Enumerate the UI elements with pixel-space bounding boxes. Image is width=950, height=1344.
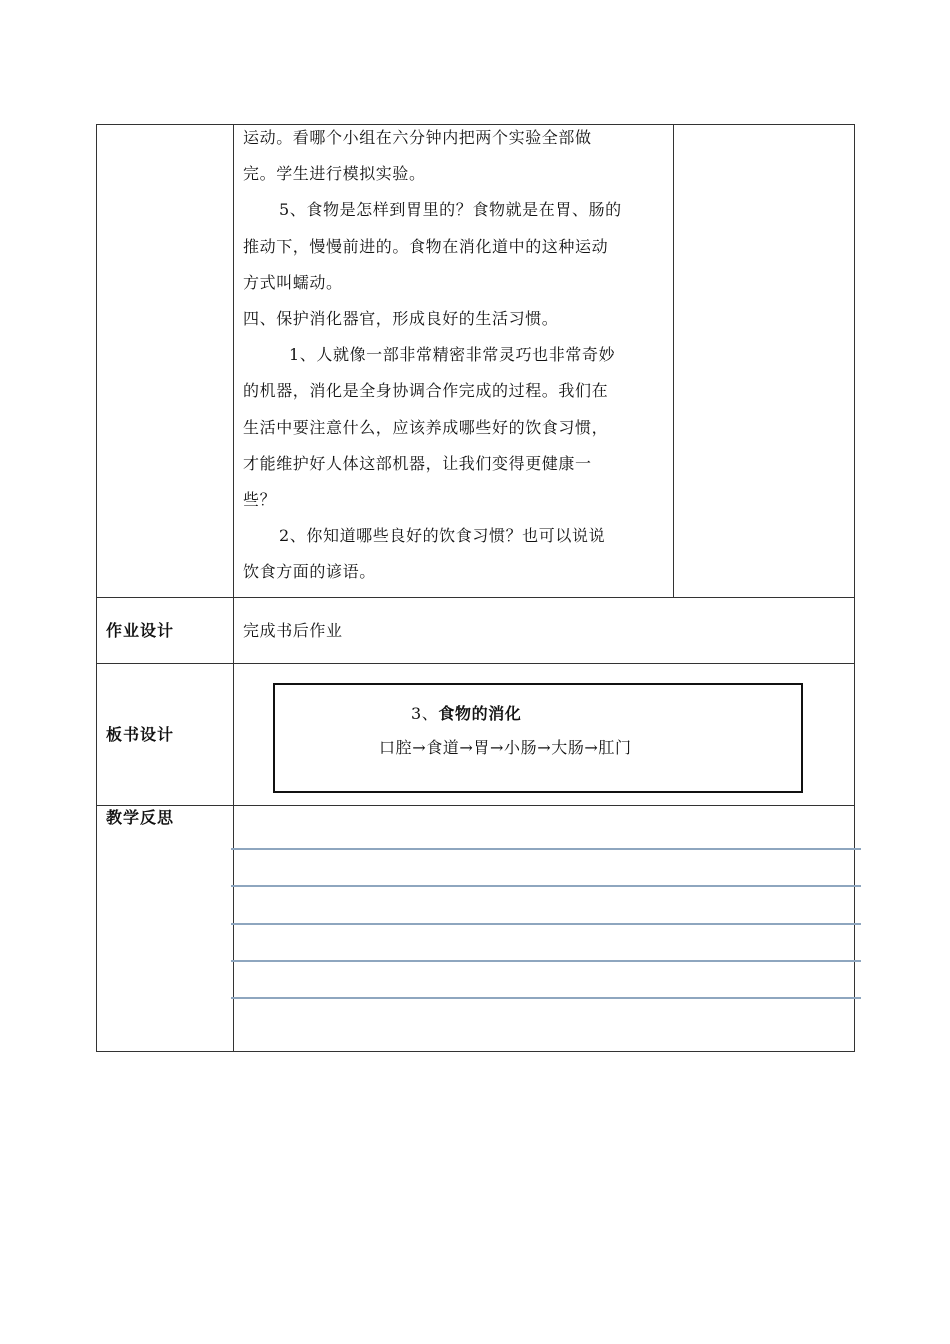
lesson-text-line: 推动下，慢慢前进的。食物在消化道中的这种运动 [243,237,609,256]
lesson-text-line: 生活中要注意什么，应该养成哪些好的饮食习惯， [243,418,609,437]
table-divider-reflection [96,805,855,806]
table-divider-notes-column [673,124,674,598]
lesson-text-line: 方式叫蠕动。 [243,273,343,292]
lesson-text-line: 的机器，消化是全身协调合作完成的过程。我们在 [243,381,609,400]
board-title-text: 食物的消化 [438,704,522,723]
homework-content: 完成书后作业 [243,621,343,640]
lesson-text-line: 运动。看哪个小组在六分钟内把两个实验全部做 [243,128,592,147]
table-border-right [854,124,855,1052]
reflection-writing-line [231,997,861,999]
table-divider-board [96,663,855,664]
table-divider-label-column [233,124,234,1052]
table-border-bottom [96,1051,855,1052]
lesson-text-line: 5、食物是怎样到胃里的？食物就是在胃、肠的 [279,200,622,219]
reflection-writing-line [231,848,861,850]
reflection-writing-line [231,923,861,925]
board-title [411,703,521,725]
board-digestive-flow: 口腔→食道→胃→小肠→大肠→肛门 [379,738,632,757]
reflection-writing-line [231,885,861,887]
lesson-text-line: 完。学生进行模拟实验。 [243,164,426,183]
lesson-text-line: 才能维护好人体这部机器，让我们变得更健康一 [243,454,592,473]
lesson-text-line: 2、你知道哪些良好的饮食习惯？也可以说说 [279,526,606,545]
board-box [273,683,803,793]
lesson-text-line: 饮食方面的谚语。 [243,562,376,581]
table-border-left [96,124,97,1052]
reflection-label: 教学反思 [106,808,175,827]
board-label: 板书设计 [106,725,175,744]
lesson-text-line: 四、保护消化器官，形成良好的生活习惯。 [243,309,559,328]
homework-label: 作业设计 [106,621,175,640]
board-title-number: 3、 [411,704,439,723]
lesson-text-line: 些？ [243,490,277,509]
reflection-writing-line [231,960,861,962]
lesson-text-line: 1、人就像一部非常精密非常灵巧也非常奇妙 [289,345,616,364]
table-divider-homework [96,597,855,598]
